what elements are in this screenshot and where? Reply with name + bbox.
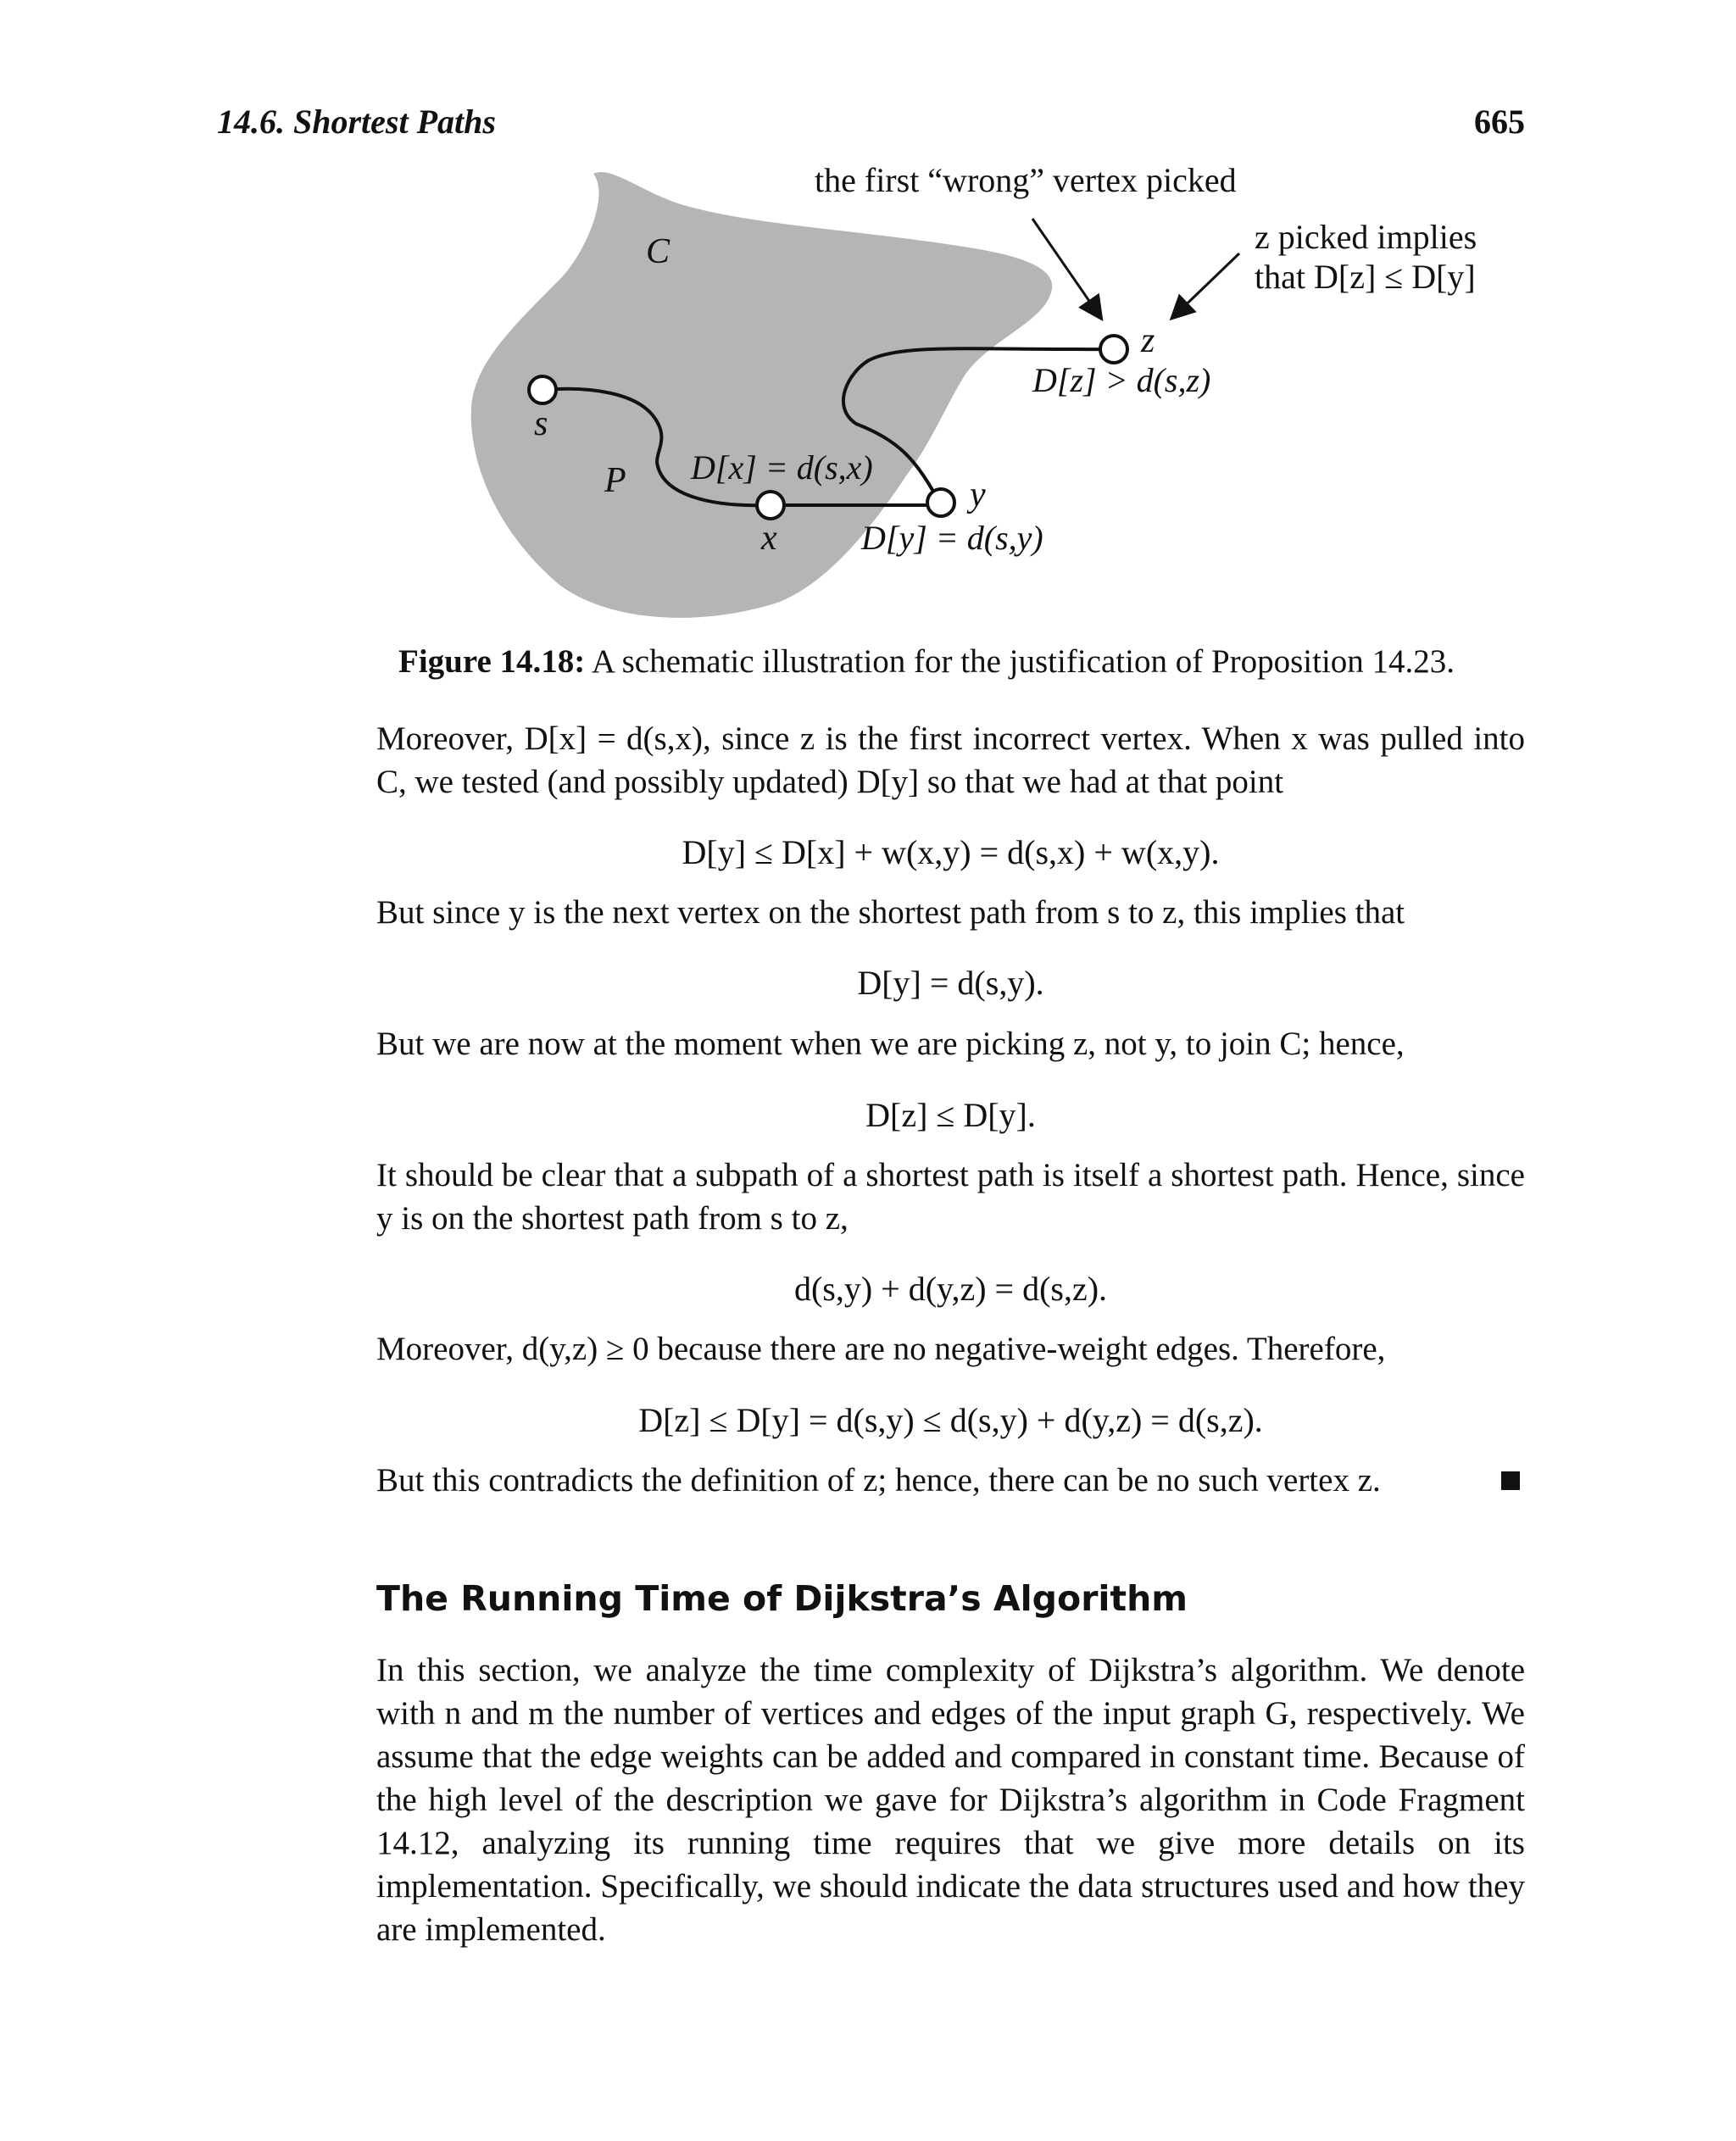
annotation-z-picked-line1: z picked implies [1255,218,1477,256]
running-header-section: 14.6. Shortest Paths [217,103,496,141]
cloud-label: C [646,232,670,271]
section-paragraph: In this section, we analyze the time complexity of Dijkstra’s algorithm. We denote with n and m the number of vertices and edges of the input graph G, respectively. We assume that the edge weights can be added and compared in constant time. Because of the high level of the description we gave for Dijkstra’s algorithm in Code Fragment 14.12, analyzing its running time requires that we give more details on its implementation. Specifically, we should indicate the data structures used and how they are implemented. [376,1652,1525,1948]
section-heading: The Running Time of Dijkstra’s Algorithm [376,1578,1188,1619]
figure-14-18 [0,153,1736,644]
paragraph-6: But this contradicts the definition of z; hence, there can be no such vertex z. [376,1462,1381,1499]
vertex-z [1100,336,1127,363]
vertex-s [529,376,556,403]
label-dy: D[y] = d(s,y) [861,519,1043,557]
figure-caption-text: A schematic illustration for the justification of Proposition 14.23. [585,643,1455,680]
qed-square-icon [1501,1471,1520,1490]
vertex-x [757,492,784,519]
vertex-x-label: x [761,519,777,558]
label-dx: D[x] = d(s,x) [691,448,873,487]
paragraph-2: But since y is the next vertex on the shortest path from s to z, this implies that [376,894,1405,931]
equation-4: d(s,y) + d(y,z) = d(s,z). [793,1270,1108,1308]
vertex-s-label: s [534,404,548,443]
page-number: 665 [1474,103,1525,141]
equation-3: D[z] ≤ D[y]. [865,1096,1036,1134]
paragraph-1: Moreover, D[x] = d(s,x), since z is the first incorrect vertex. When x was pulled into C, we tested (and possibly updated) D[y] so that we had at that point [376,720,1525,800]
equation-5: D[z] ≤ D[y] = d(s,y) ≤ d(s,y) + d(y,z) = d(s,z). [638,1401,1263,1439]
annotation-wrong-vertex: the first “wrong” vertex picked [815,161,1237,199]
annotation-z-picked-line2: that D[z] ≤ D[y] [1255,258,1476,296]
paragraph-3: But we are now at the moment when we are picking z, not y, to join C; hence, [376,1026,1405,1062]
equation-1: D[y] ≤ D[x] + w(x,y) = d(s,x) + w(x,y). [682,833,1220,871]
vertex-y-label: y [970,475,986,514]
figure-caption [398,642,1517,681]
paragraph-5: Moreover, d(y,z) ≥ 0 because there are no negative-weight edges. Therefore, [376,1331,1386,1367]
label-dz: D[z] > d(s,z) [1032,361,1211,399]
arrow-z-picked [1173,253,1239,317]
vertex-y [927,489,954,516]
path-label: P [604,461,626,500]
equation-2: D[y] = d(s,y). [857,964,1044,1002]
paragraph-6-row [376,1459,1525,1502]
vertex-z-label: z [1141,321,1155,360]
paragraph-4: It should be clear that a subpath of a shortest path is itself a shortest path. Hence, since y is on the shortest path from s to z, [376,1157,1525,1237]
figure-caption-label: Figure 14.18: [398,643,586,680]
